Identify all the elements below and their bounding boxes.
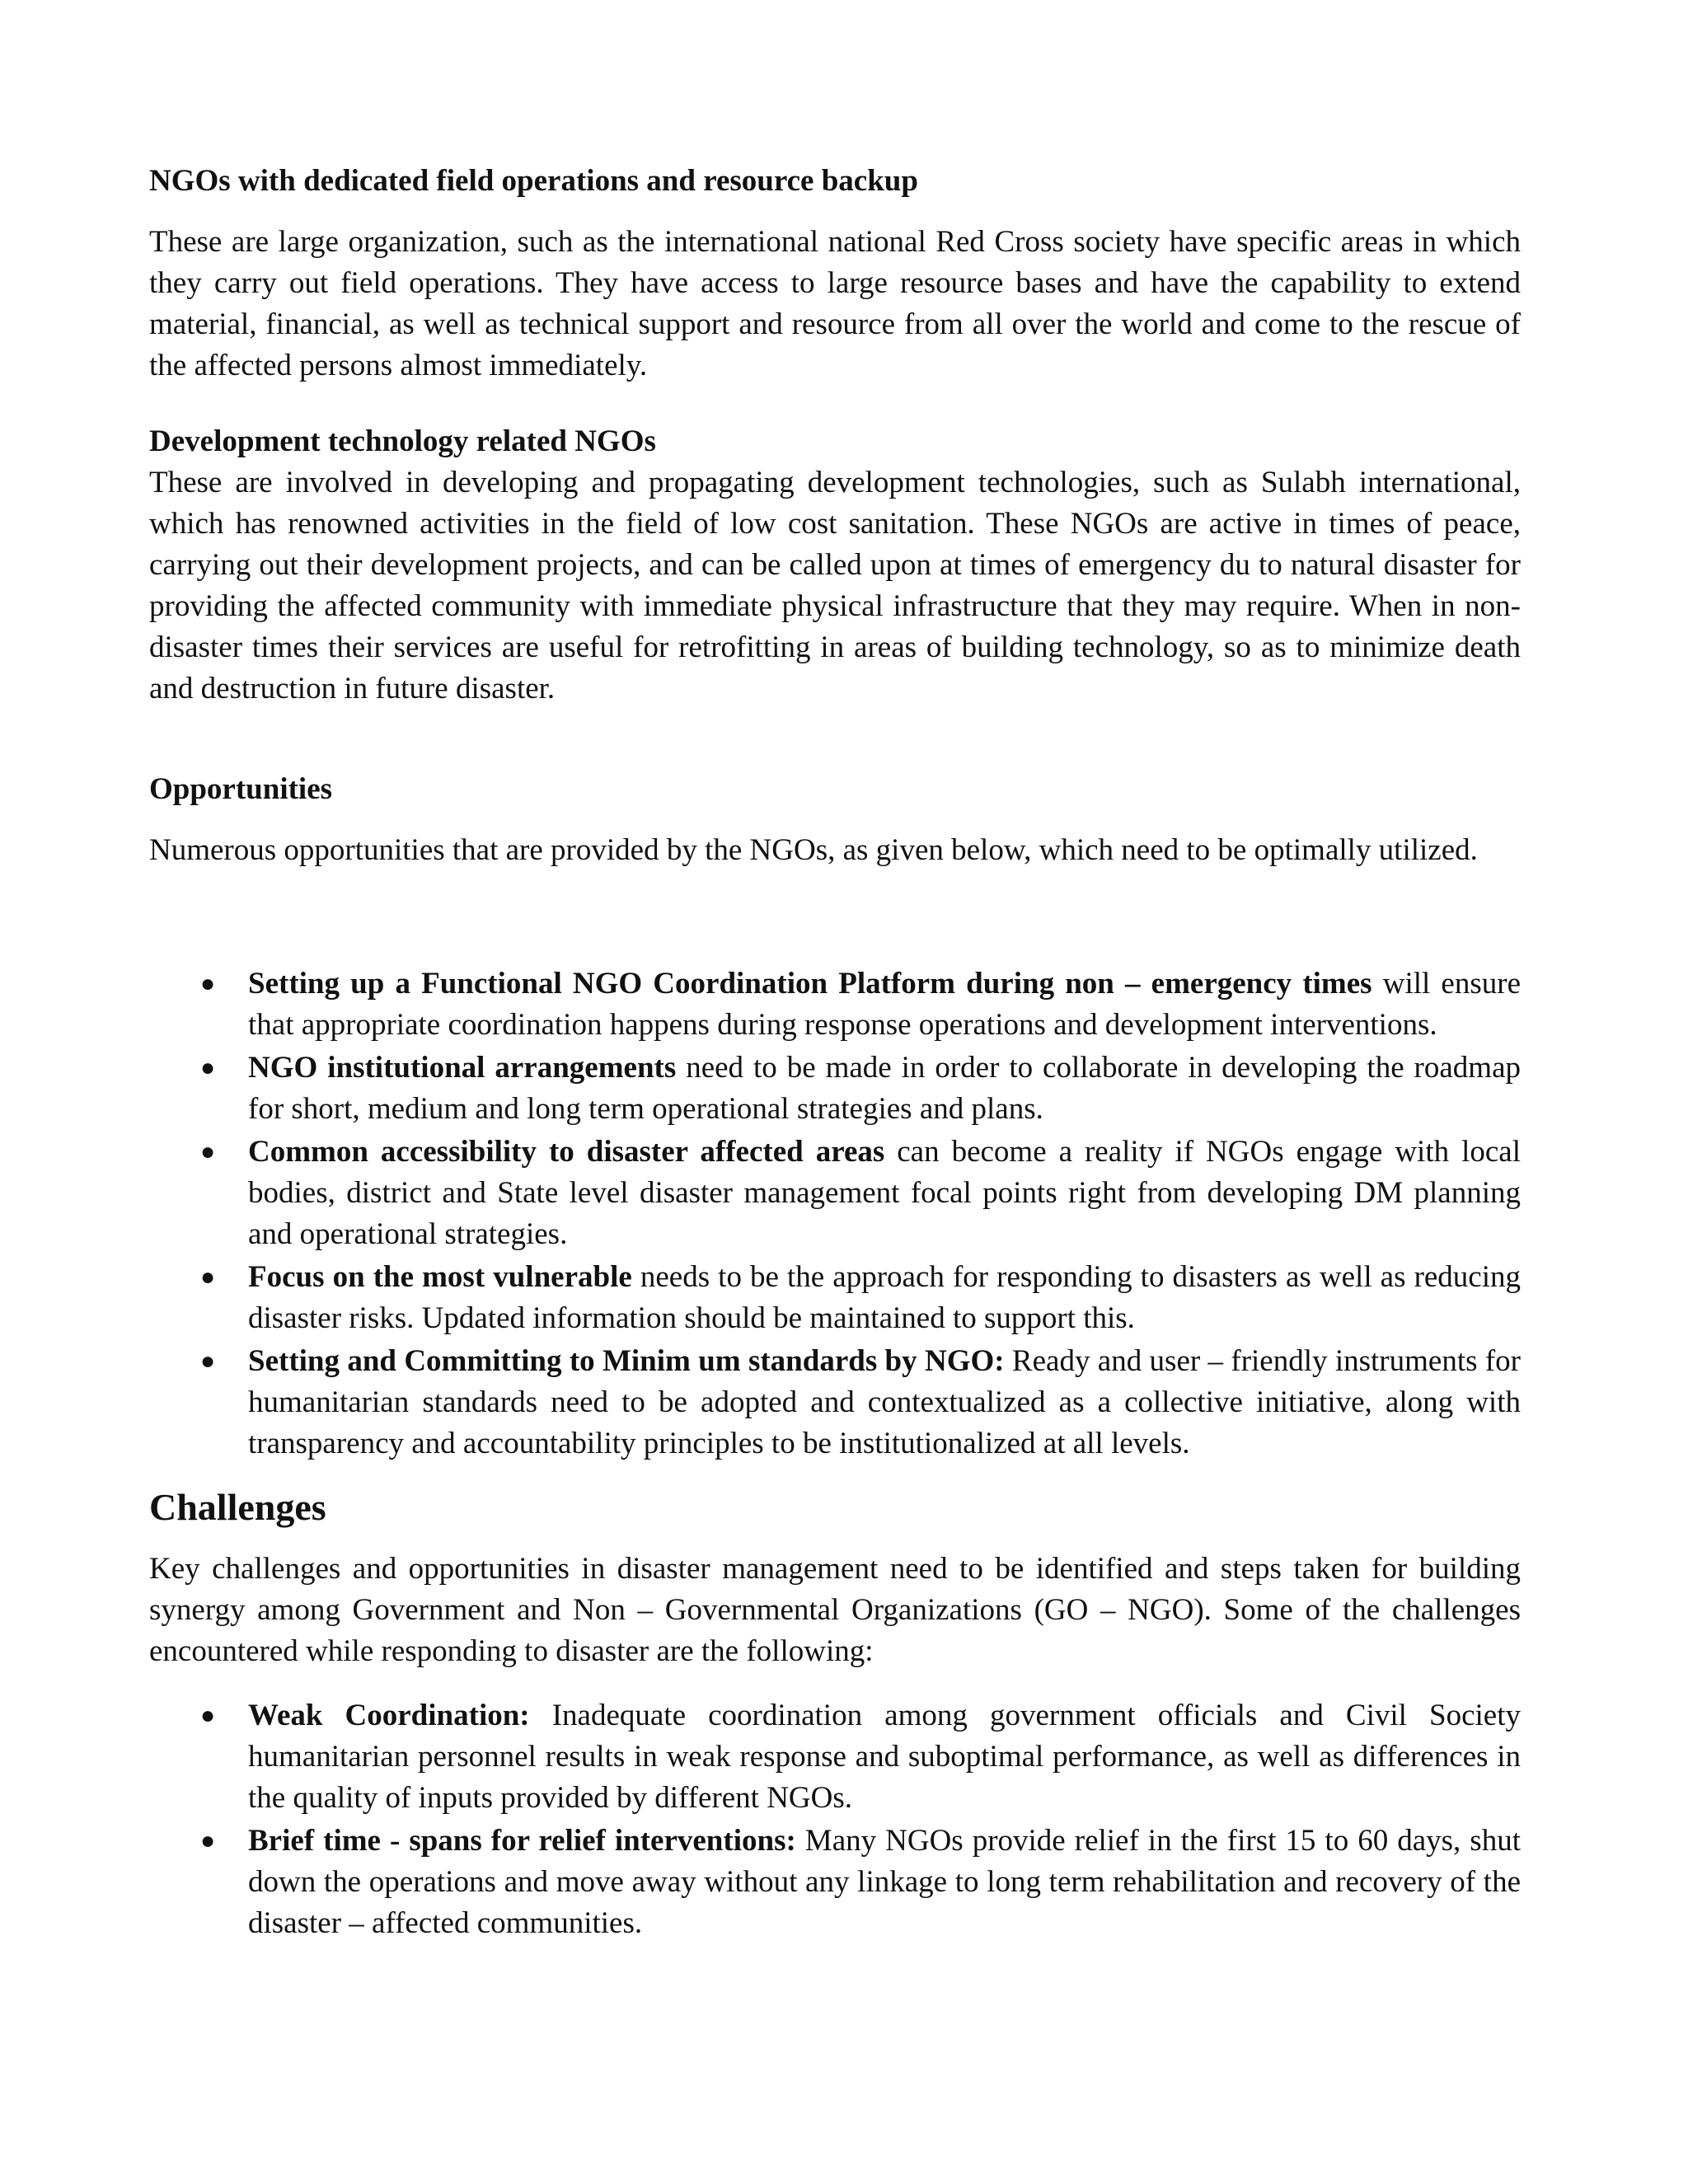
opportunities-list [149,963,1521,1465]
list-item-bold-lead: Setting and Committing to Minim um standards by NGO: [248,1344,1005,1378]
list-item-text: Ready and user – friendly instruments for humanitarian standards need to be adopted and contextualized as a collective initiative, along with transparency and accountability principles to be institutionalized at all levels. [248,1344,1521,1460]
list-item-bold-lead: Weak Coordination: [248,1699,530,1732]
list-item [149,1132,1521,1255]
section-heading-development-technology: Development technology related NGOs [149,424,656,458]
list-item-bold-lead: NGO institutional arrangements [248,1051,677,1085]
list-item-bold-lead: Focus on the most vulnerable [248,1260,632,1294]
list-item [149,1047,1521,1130]
bullet-icon: ● [200,1138,216,1165]
list-item [149,1821,1521,1944]
section-heading-challenges: Challenges [149,1486,326,1528]
bullet-icon: ● [200,1263,216,1291]
section-heading-opportunities: Opportunities [149,772,333,806]
list-item-text: will ensure that appropriate coordination happens during response operations and development interventions. [248,967,1521,1042]
paragraph-opportunities-intro: Numerous opportunities that are provided by the NGOs, as given below, which need to be optimally utilized. [149,833,1478,867]
bullet-icon: ● [200,1827,216,1854]
list-item [149,1341,1521,1465]
section-heading-field-operations: NGOs with dedicated field operations and resource backup [149,164,918,198]
bullet-icon: ● [200,1702,216,1729]
list-item-bold-lead: Brief time - spans for relief interventions: [248,1824,796,1858]
paragraph-development-technology: These are involved in developing and propagating development technologies, such as Sulabh international, which has renowned activities in the field of low cost sanitation. These NGOs are active in times of peace, carrying out their development projects, and can be called upon at times of emergency du to natural disaster for providing the affected community with immediate physical infrastructure that they may require. When in non-disaster times their services are useful for retrofitting in areas of building technology, so as to minimize death and destruction in future disaster. [149,466,1521,705]
list-item-text: Inadequate coordination among government officials and Civil Society humanitarian personnel results in weak response and suboptimal performance, as well as differences in the quality of inputs provided by different NGOs. [248,1699,1521,1815]
list-item-text: need to be made in order to collaborate in developing the roadmap for short, medium and long term operational strategies and plans. [248,1051,1521,1126]
list-item-text: Many NGOs provide relief in the first 15 to 60 days, shut down the operations and move away without any linkage to long term rehabilitation and recovery of the disaster – affected communities. [248,1824,1521,1940]
list-item [149,963,1521,1046]
bullet-icon: ● [200,1347,216,1375]
bullet-icon: ● [200,970,216,997]
paragraph-field-operations: These are large organization, such as the international national Red Cross society have specific areas in which they carry out field operations. They have access to large resource bases and have the capability to extend material, financial, as well as technical support and resource from all over the world and come to the rescue of the affected persons almost immediately. [149,225,1521,382]
challenges-list [149,1695,1521,1944]
list-item-bold-lead: Setting up a Functional NGO Coordination Platform during non – emergency times [248,967,1372,1001]
list-item-text: can become a reality if NGOs engage with local bodies, district and State level disaster management focal points right from developing DM planning and operational strategies. [248,1135,1521,1251]
document-body [149,161,1521,1946]
list-item [149,1257,1521,1339]
list-item [149,1695,1521,1819]
list-item-bold-lead: Common accessibility to disaster affected areas [248,1135,885,1169]
paragraph-challenges-intro: Key challenges and opportunities in disaster management need to be identified and steps taken for building synergy among Government and Non – Governmental Organizations (GO – NGO). Some of the challenges encountered while responding to disaster are the following: [149,1552,1521,1668]
bullet-icon: ● [200,1054,216,1081]
list-item-text: needs to be the approach for responding to disasters as well as reducing disaster risks. Updated information should be maintained to support this. [248,1260,1522,1335]
